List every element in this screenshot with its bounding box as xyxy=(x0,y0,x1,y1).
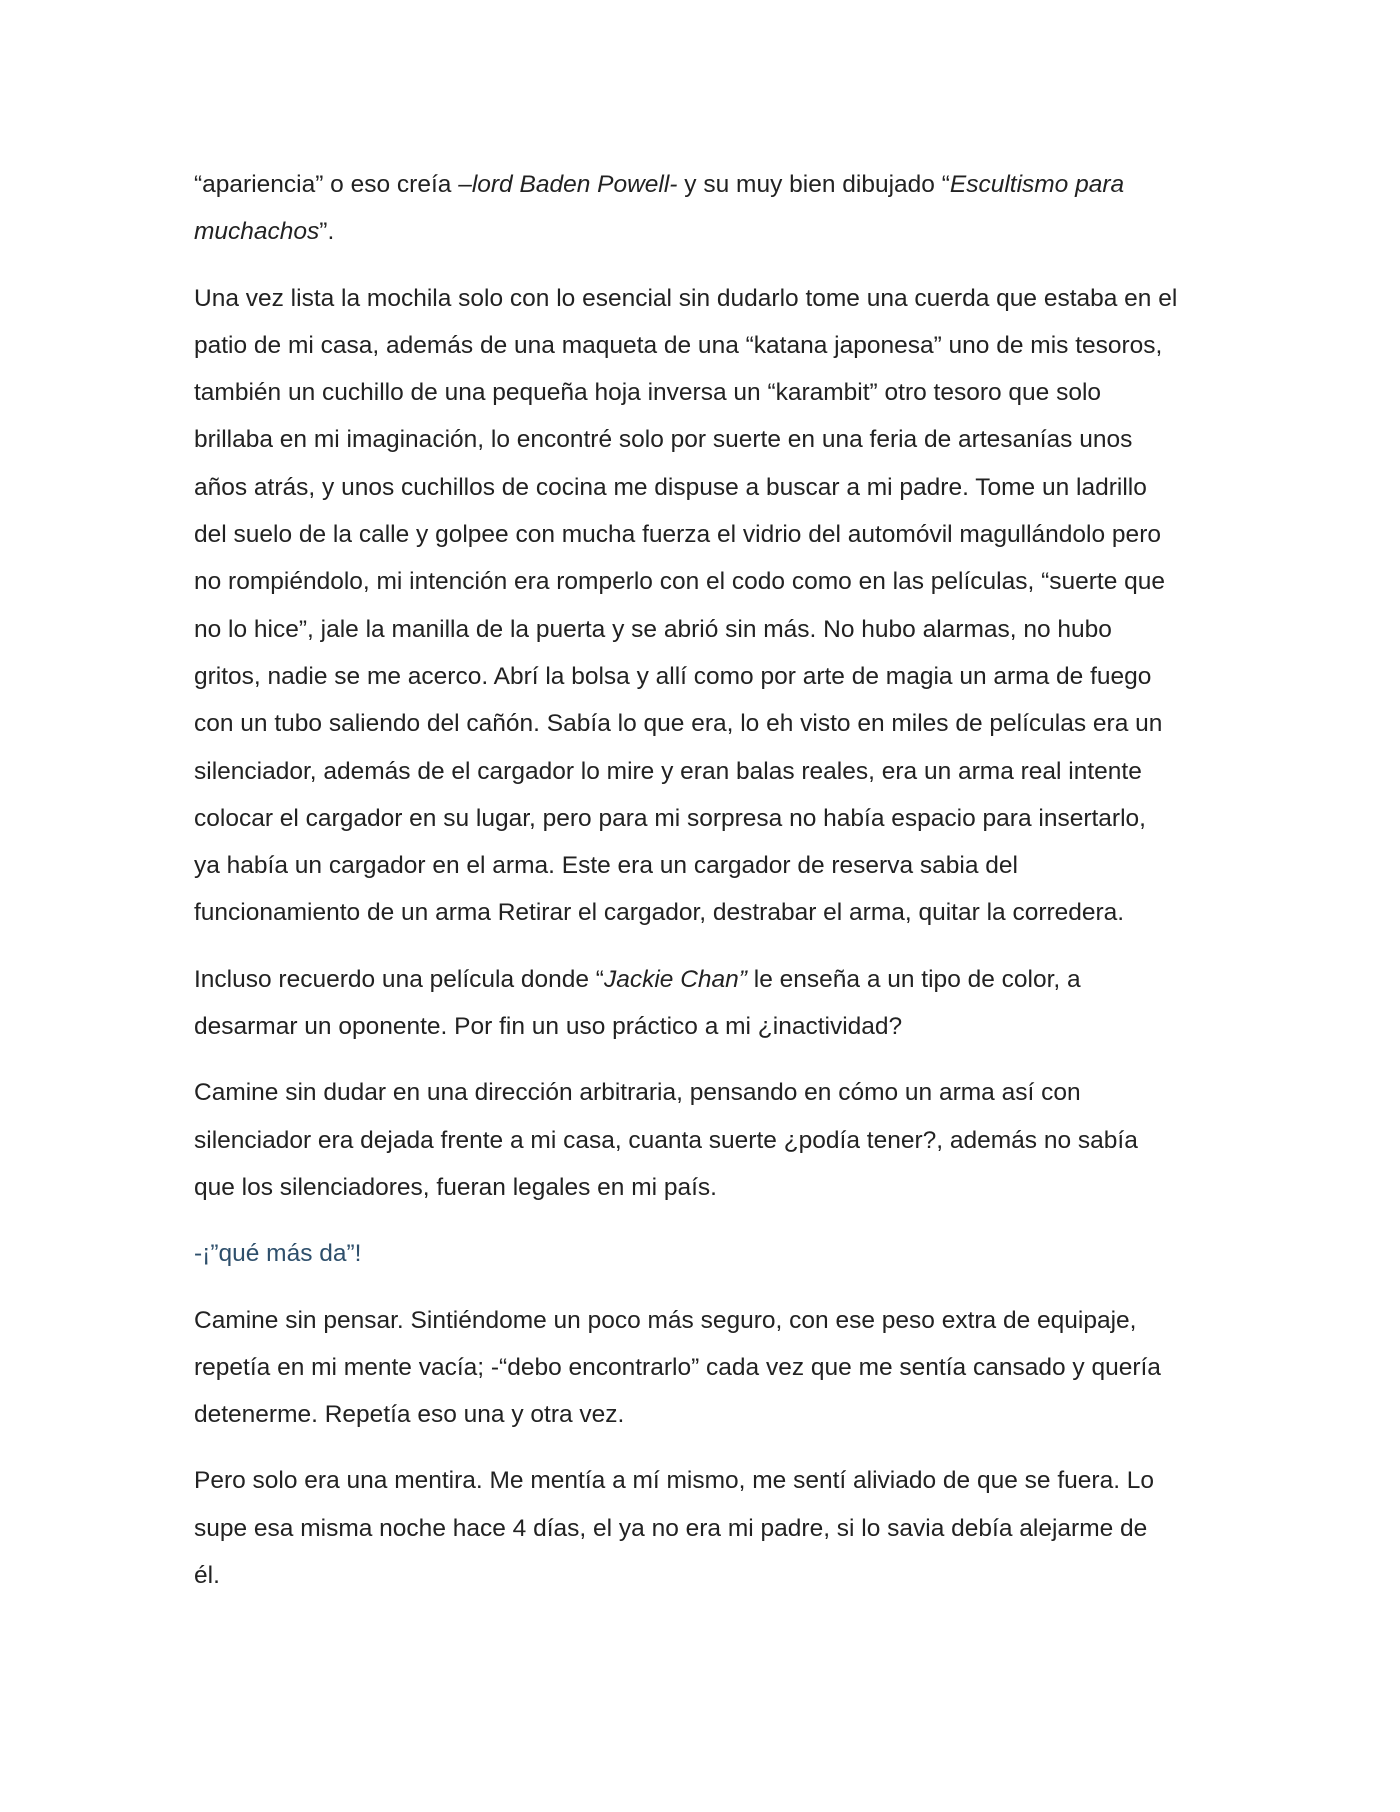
text-segment: supe esa misma noche hace 4 días, el ya no era mi padre, si lo savia debía alejarme de xyxy=(194,1514,1148,1542)
text-segment: patio de mi casa, además de una maqueta de una “katana japonesa” uno de mis tesoros, xyxy=(194,331,1163,359)
text-line xyxy=(194,322,1224,369)
text-line xyxy=(194,653,1224,700)
text-line xyxy=(194,369,1224,416)
italic-text-segment: Escultismo para xyxy=(949,171,1125,198)
italic-text-segment: Jackie Chan” xyxy=(603,965,747,993)
text-segment: con un tubo saliendo del cañón. Sabía lo que era, lo eh visto en miles de películas era un xyxy=(194,710,1163,738)
text-line xyxy=(194,1552,1224,1599)
text-line xyxy=(194,1164,1224,1211)
text-segment: Camine sin pensar. Sintiéndome un poco más seguro, con ese peso extra de equipaje, xyxy=(194,1306,1137,1334)
text-line xyxy=(194,606,1224,653)
text-line xyxy=(194,208,1224,255)
text-line xyxy=(194,511,1224,558)
text-line xyxy=(194,1230,1224,1277)
text-segment: del suelo de la calle y golpee con mucha fuerza el vidrio del automóvil magullándolo pero xyxy=(194,521,1161,549)
text-line xyxy=(194,464,1224,511)
text-line xyxy=(194,558,1224,605)
text-segment: brillaba en mi imaginación, lo encontré solo por suerte en una feria de artesanías unos xyxy=(194,426,1133,454)
text-segment: ”. xyxy=(319,218,335,246)
text-line xyxy=(194,1344,1224,1391)
text-segment: Pero solo era una mentira. Me mentía a mí mismo, me sentí aliviado de que se fuera. Lo xyxy=(194,1467,1155,1495)
text-segment: detenerme. Repetía eso una y otra vez. xyxy=(194,1401,625,1429)
text-segment: silenciador, además de el cargador lo mire y eran balas reales, era un arma real intente xyxy=(194,757,1142,785)
italic-text-segment: –lord Baden Powell- xyxy=(458,171,678,198)
paragraph xyxy=(194,956,1224,1051)
text-segment: no rompiéndolo, mi intención era romperlo con el codo como en las películas, “suerte que xyxy=(194,568,1166,596)
text-segment: años atrás, y unos cuchillos de cocina me dispuse a buscar a mi padre. Tome un ladrillo xyxy=(194,473,1147,501)
text-line xyxy=(194,416,1224,463)
text-line xyxy=(194,1505,1224,1552)
text-line xyxy=(194,956,1224,1003)
text-line xyxy=(194,1391,1224,1438)
text-segment: funcionamiento de un arma Retirar el cargador, destrabar el arma, quitar la corredera. xyxy=(194,899,1125,927)
text-line xyxy=(194,889,1224,936)
text-segment: Incluso recuerdo una película donde “ xyxy=(194,965,604,993)
text-segment: Una vez lista la mochila solo con lo esencial sin dudarlo tome una cuerda que estaba en el xyxy=(194,284,1178,312)
text-line xyxy=(194,1117,1224,1164)
paragraph xyxy=(194,161,1224,256)
text-segment: también un cuchillo de una pequeña hoja inversa un “karambit” otro tesoro que solo xyxy=(194,379,1102,407)
text-line xyxy=(194,275,1224,322)
text-line xyxy=(194,795,1224,842)
text-segment: desarmar un oponente. Por fin un uso práctico a mi ¿inactividad? xyxy=(194,1013,903,1041)
text-line xyxy=(194,161,1224,208)
text-line xyxy=(194,1069,1224,1116)
text-segment: repetía en mi mente vacía; -“debo encontrarlo” cada vez que me sentía cansado y quería xyxy=(194,1353,1161,1381)
paragraph xyxy=(194,1457,1224,1599)
text-line xyxy=(194,1457,1224,1504)
text-line xyxy=(194,748,1224,795)
paragraph xyxy=(194,275,1224,937)
text-segment: le enseña a un tipo de color, a xyxy=(746,965,1081,993)
paragraph xyxy=(194,1069,1224,1211)
text-line xyxy=(194,842,1224,889)
text-segment: él. xyxy=(194,1562,220,1590)
text-segment: silenciador era dejada frente a mi casa, cuanta suerte ¿podía tener?, además no sabía xyxy=(194,1126,1138,1154)
text-segment: gritos, nadie se me acerco. Abrí la bolsa y allí como por arte de magia un arma de fuego xyxy=(194,662,1152,690)
italic-text-segment: muchachos xyxy=(194,218,320,246)
text-segment: Camine sin dudar en una dirección arbitraria, pensando en cómo un arma así con xyxy=(194,1079,1081,1107)
text-segment: -¡”qué más da”! xyxy=(194,1240,362,1268)
text-segment: que los silenciadores, fueran legales en mi país. xyxy=(194,1173,717,1201)
text-segment: y su muy bien dibujado “ xyxy=(677,171,950,198)
document-body xyxy=(194,161,1224,1618)
text-segment: no lo hice”, jale la manilla de la puerta y se abrió sin más. No hubo alarmas, no hubo xyxy=(194,615,1112,643)
text-segment: ya había un cargador en el arma. Este era un cargador de reserva sabia del xyxy=(194,852,1018,880)
dialogue-line xyxy=(194,1230,1224,1277)
text-line xyxy=(194,1297,1224,1344)
text-line xyxy=(194,700,1224,747)
paragraph xyxy=(194,1297,1224,1439)
text-segment: colocar el cargador en su lugar, pero para mi sorpresa no había espacio para insertarlo, xyxy=(194,804,1146,832)
text-segment: “apariencia” o eso creía xyxy=(194,171,459,198)
text-line xyxy=(194,1003,1224,1050)
